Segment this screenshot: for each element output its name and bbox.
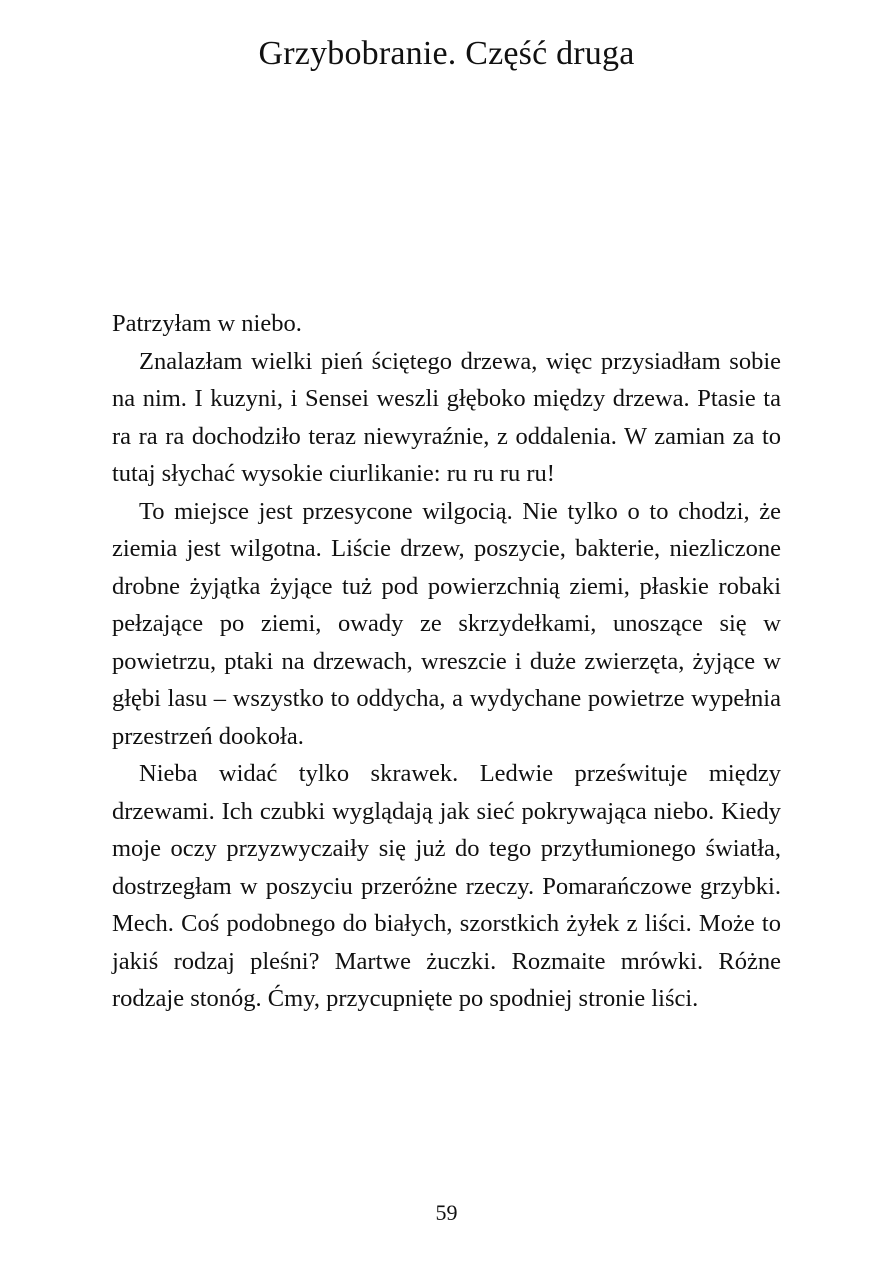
page-number: 59 bbox=[435, 1200, 458, 1225]
body-text bbox=[112, 305, 781, 1018]
paragraph-2: Znalazłam wielki pień ściętego drzewa, więc przysiadłam sobie na nim. I kuzyni, i Sensei weszli głęboko między drzewa. Ptasie ta ra ra ra dochodziło teraz niewyraźnie, z oddalenia. W zamian za to tutaj słychać wysokie ciurlikanie: ru ru ru ru! bbox=[112, 347, 781, 487]
paragraph-1: Patrzyłam w niebo. bbox=[112, 310, 302, 337]
paragraph-3: To miejsce jest przesycone wilgocią. Nie tylko o to chodzi, że ziemia jest wilgotna. Liście drzew, poszycie, bakterie, niezliczone drobne żyjątka żyjące tuż pod powierzchnią ziemi, płaskie robaki pełzające po ziemi, owady ze skrzydełkami, unoszące się w powietrzu, ptaki na drzewach, wreszcie i duże zwierzęta, żyjące w głębi lasu – wszystko to oddycha, a wydychane powietrze wypełnia przestrzeń dookoła. bbox=[112, 497, 781, 750]
chapter-title: Grzybobranie. Część druga bbox=[258, 35, 635, 72]
paragraph-4: Nieba widać tylko skrawek. Ledwie prześwituje między drzewami. Ich czubki wyglądają jak sieć pokrywająca niebo. Kiedy moje oczy przyzwyczaiły się już do tego przytłumionego światła, dostrzegłam w poszyciu przeróżne rzeczy. Pomarańczowe grzybki. Mech. Coś podobnego do białych, szorstkich żyłek z liści. Może to jakiś rodzaj pleśni? Martwe żuczki. Rozmaite mrówki. Różne rodzaje stonóg. Ćmy, przycupnięte po spodniej stronie liści. bbox=[112, 760, 781, 1012]
